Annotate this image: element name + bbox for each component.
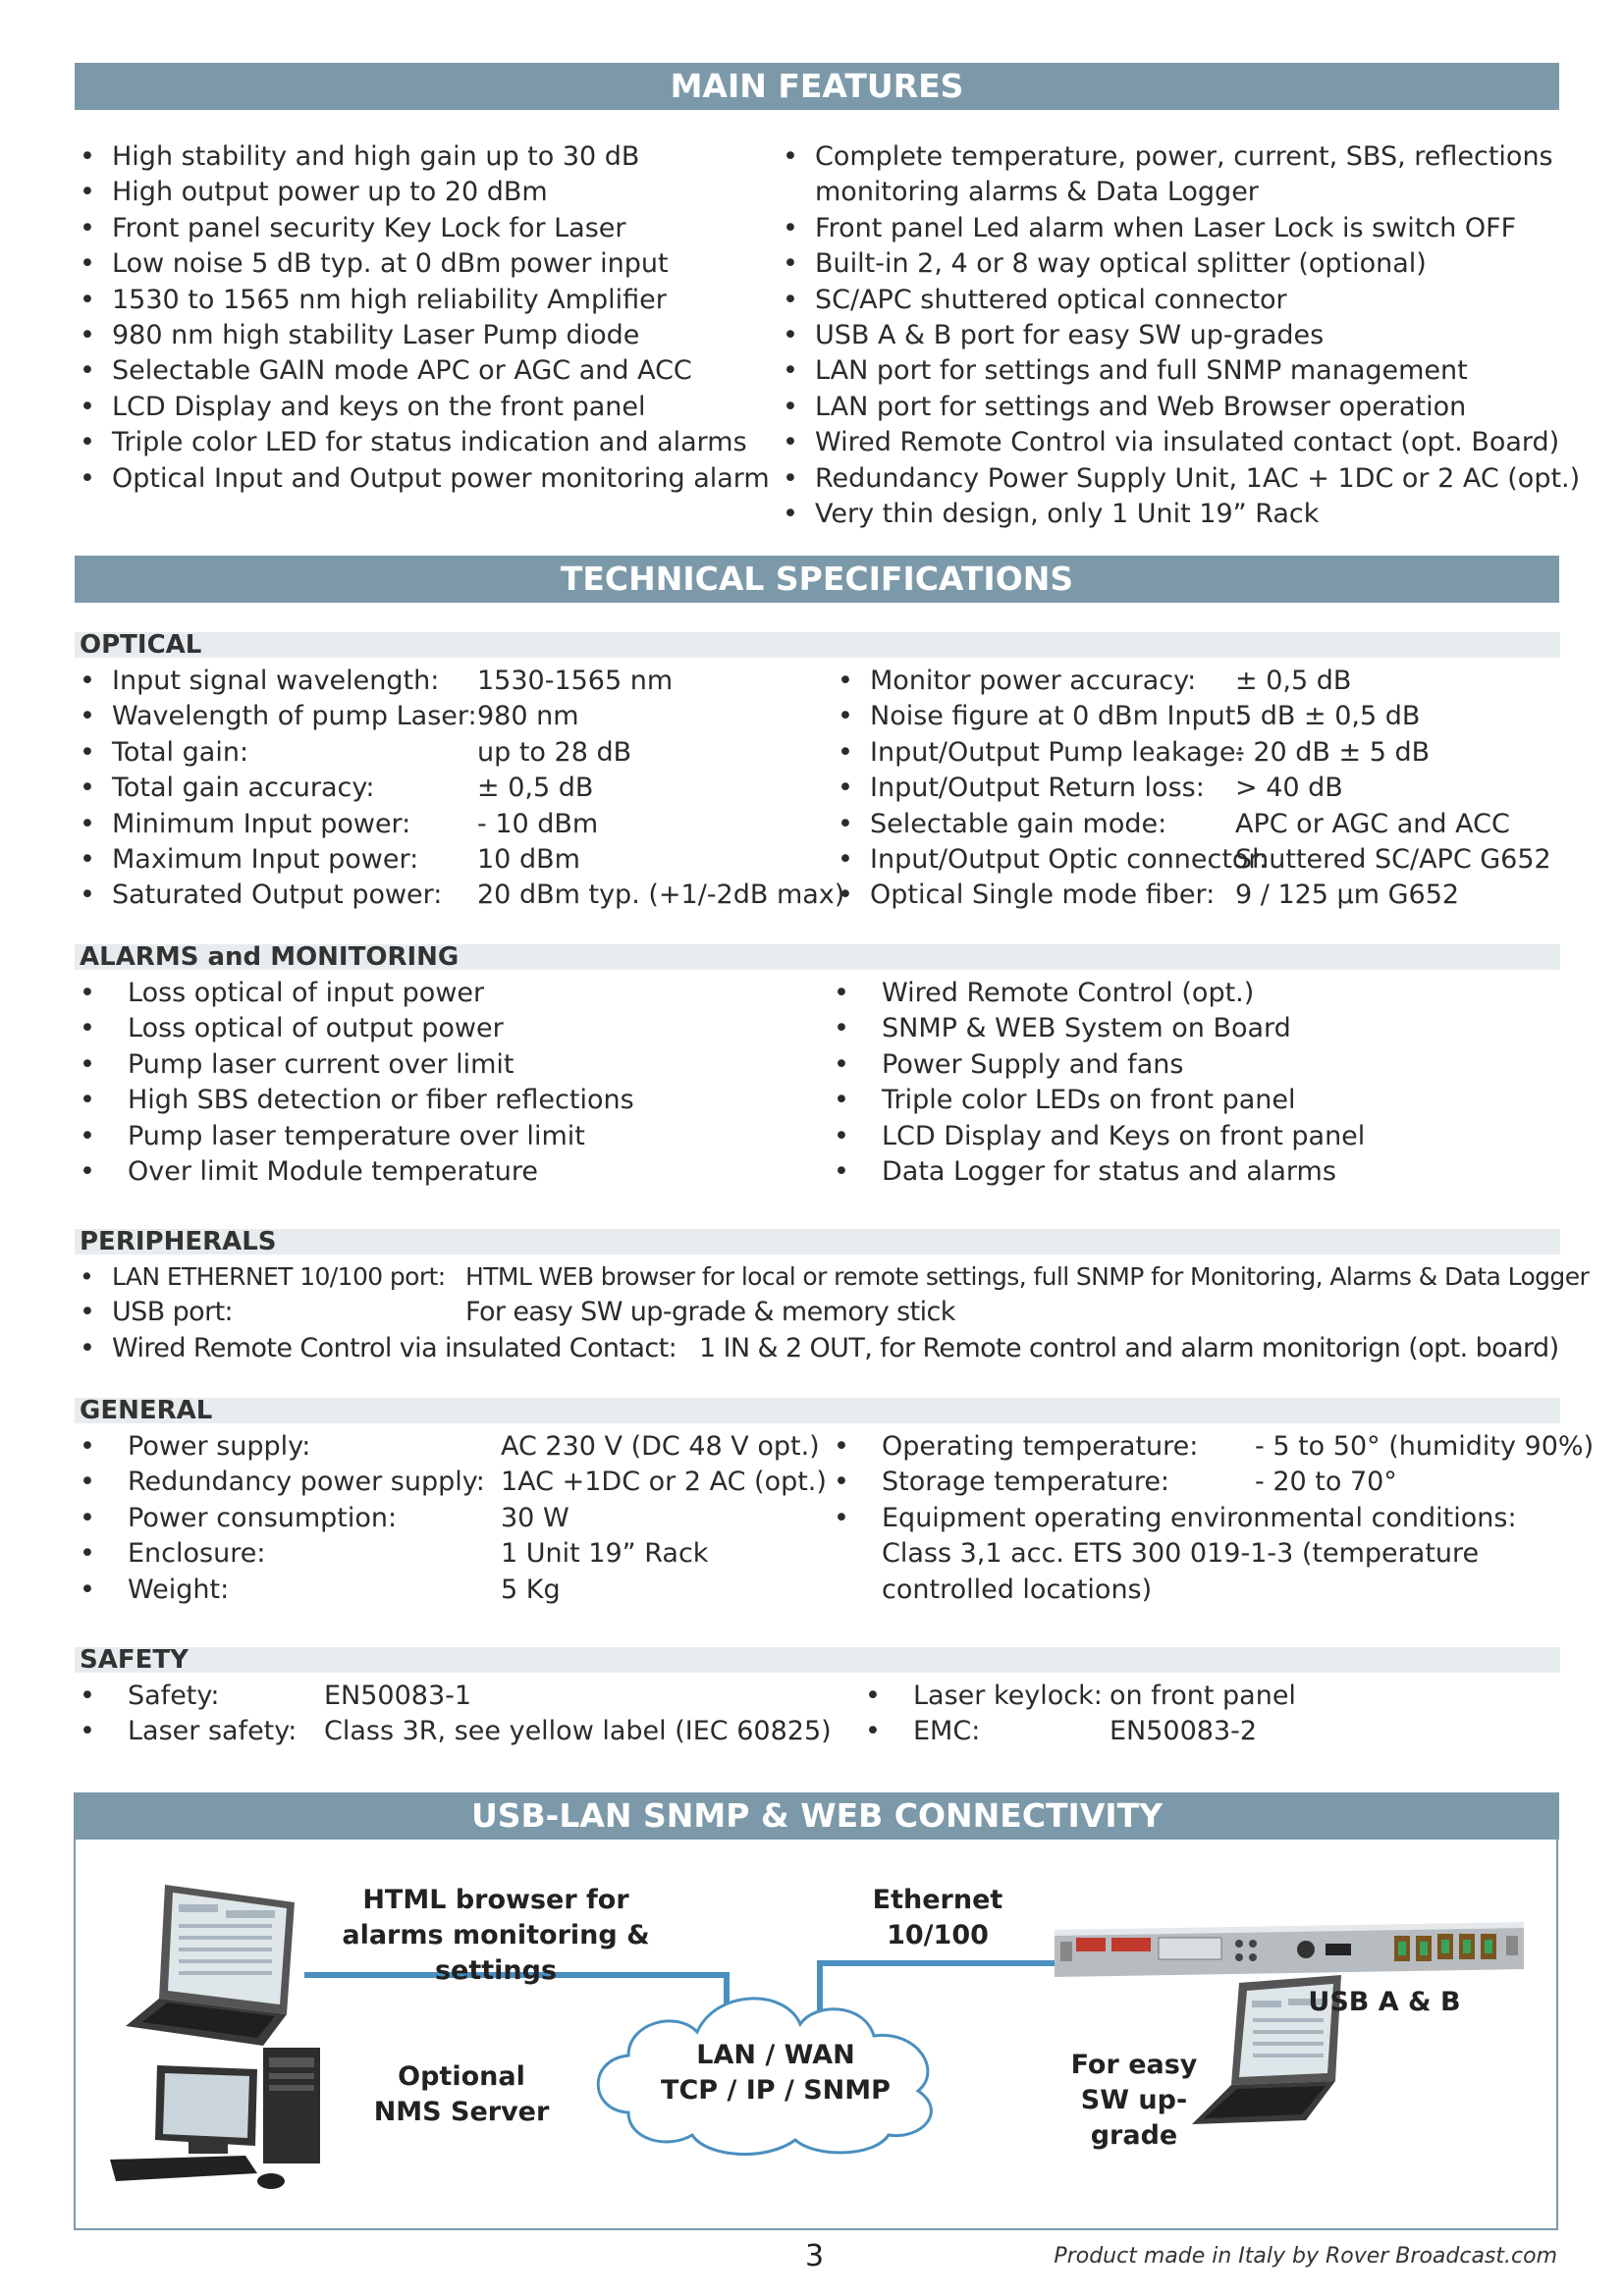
spec-label: • Total gain accuracy: <box>112 773 375 804</box>
rack-unit-icon <box>1055 1922 1524 1977</box>
list-item: • Front panel security Key Lock for Laser <box>77 211 764 246</box>
spec-label: • Total gain: <box>112 736 249 768</box>
footer-credit: Product made in Italy by Rover Broadcast.com <box>1054 2244 1557 2269</box>
spec-label: • Wavelength of pump Laser: <box>112 701 477 732</box>
connectivity-header: USB-LAN SNMP & WEB CONNECTIVITY <box>75 1792 1559 1840</box>
list-item: • Optical Input and Output power monitoring alarm <box>77 461 764 497</box>
list-item: • Pump laser current over limit <box>77 1047 823 1083</box>
spec-value: 1 IN & 2 OUT, for Remote control and alarm monitorign (opt. board) <box>699 1332 1559 1363</box>
spec-label: • Minimum Input power: <box>112 808 411 839</box>
spec-value: - 10 dBm <box>477 808 599 839</box>
spec-label: • Input signal wavelength: <box>112 666 440 696</box>
list-item: • Very thin design, only 1 Unit 19” Rack <box>780 497 1555 532</box>
spec-value: 1530-1565 nm <box>477 666 674 696</box>
page-number: 3 <box>805 2239 825 2273</box>
spec-label: • Wired Remote Control via insulated Contact: <box>112 1332 677 1363</box>
spec-value: - 20 to 70° <box>1255 1467 1397 1498</box>
desktop-computer-icon <box>110 2048 320 2189</box>
sw-upgrade-label: For easy SW up-grade <box>1070 2050 1198 2151</box>
spec-value: 5 Kg <box>501 1574 561 1605</box>
list-item: • High SBS detection or fiber reflections <box>77 1083 823 1118</box>
spec-value: - 5 to 50° (humidity 90%) <box>1255 1431 1595 1462</box>
list-item: • 1530 to 1565 nm high reliability Amplifier <box>77 283 764 318</box>
spec-label: • Weight: <box>128 1574 230 1605</box>
optical-heading: OPTICAL <box>75 632 1560 658</box>
main-features-header: MAIN FEATURES <box>75 63 1559 110</box>
list-item: • Loss optical of output power <box>77 1011 823 1046</box>
spec-value: 5 dB ± 0,5 dB <box>1235 701 1421 732</box>
list-item: • LAN port for settings and full SNMP management <box>780 353 1555 389</box>
spec-value: HTML WEB browser for local or remote settings, full SNMP for Monitoring, Alarms & Data Logger <box>465 1262 1590 1291</box>
list-item: • LCD Display and Keys on front panel <box>831 1119 1557 1154</box>
tcp-ip-label: TCP / IP / SNMP <box>661 2075 891 2106</box>
spec-value: > 40 dB <box>1235 773 1343 804</box>
list-item: • Built-in 2, 4 or 8 way optical splitter (optional) <box>780 246 1555 282</box>
general-heading: GENERAL <box>75 1398 1560 1423</box>
spec-value: up to 28 dB <box>477 736 632 768</box>
spec-value: 1AC +1DC or 2 AC (opt.) <box>501 1467 827 1498</box>
spec-value: 10 dBm <box>477 844 580 876</box>
usb-label: USB A & B <box>1308 1987 1461 2017</box>
spec-label: • LAN ETHERNET 10/100 port: <box>112 1262 446 1291</box>
list-item: • Pump laser temperature over limit <box>77 1119 823 1154</box>
spec-label: • Enclosure: <box>128 1538 266 1570</box>
list-item: • Loss optical of input power <box>77 976 823 1011</box>
spec-label: • Power consumption: <box>128 1502 398 1533</box>
list-item: • LCD Display and keys on the front panel <box>77 390 764 425</box>
list-item: • SNMP & WEB System on Board <box>831 1011 1557 1046</box>
spec-value: ± 0,5 dB <box>477 773 594 804</box>
spec-value: ± 0,5 dB <box>1235 666 1352 696</box>
lan-wan-label: LAN / WAN <box>696 2040 855 2070</box>
spec-value: 20 dBm typ. (+1/-2dB max) <box>477 880 845 911</box>
list-item: • USB A & B port for easy SW up-grades <box>780 318 1555 353</box>
safety-heading: SAFETY <box>75 1647 1560 1673</box>
html-browser-label: HTML browser for alarms monitoring & settings <box>342 1885 650 1986</box>
spec-label: • Monitor power accuracy: <box>870 666 1197 696</box>
spec-label: • USB port: <box>112 1297 234 1328</box>
spec-value: 9 / 125 µm G652 <box>1235 880 1460 911</box>
laptop-left-icon <box>126 1885 295 2046</box>
spec-value: - 20 dB ± 5 dB <box>1235 736 1431 768</box>
spec-label: • Saturated Output power: <box>112 880 443 911</box>
spec-value: on front panel <box>1110 1681 1296 1711</box>
spec-value: AC 230 V (DC 48 V opt.) <box>501 1431 820 1462</box>
spec-label: • Redundancy power supply: <box>128 1467 485 1498</box>
spec-label: • Storage temperature: <box>882 1467 1170 1498</box>
spec-value: Shuttered SC/APC G652 <box>1235 844 1551 876</box>
spec-label: • Optical Single mode fiber: <box>870 880 1216 911</box>
spec-label: • Operating temperature: <box>882 1431 1199 1462</box>
spec-value: APC or AGC and ACC <box>1235 808 1510 839</box>
spec-value: 980 nm <box>477 701 579 732</box>
spec-value: For easy SW up-grade & memory stick <box>465 1297 955 1328</box>
list-item: • Low noise 5 dB typ. at 0 dBm power input <box>77 246 764 282</box>
list-item: • Data Logger for status and alarms <box>831 1154 1557 1190</box>
spec-label: • Laser safety: <box>128 1716 298 1747</box>
list-item: • Complete temperature, power, current, SBS, reflections monitoring alarms & Data Logger <box>780 139 1555 211</box>
ethernet-label: Ethernet 10/100 <box>872 1885 1003 1950</box>
list-item: • Triple color LED for status indication and alarms <box>77 425 764 460</box>
list-item: • Over limit Module temperature <box>77 1154 823 1190</box>
spec-label: • Noise figure at 0 dBm Input: <box>870 701 1245 732</box>
list-item: • 980 nm high stability Laser Pump diode <box>77 318 764 353</box>
nms-server-label: Optional NMS Server <box>373 2061 550 2127</box>
list-item: • Front panel Led alarm when Laser Lock is switch OFF <box>780 211 1555 246</box>
alarms-heading: ALARMS and MONITORING <box>75 944 1560 970</box>
spec-label: • Input/Output Return loss: <box>870 773 1205 804</box>
spec-label: • Power supply: <box>128 1431 311 1462</box>
spec-label: • Input/Output Pump leakage: <box>870 736 1245 768</box>
list-item: • High output power up to 20 dBm <box>77 175 764 210</box>
list-item: • LAN port for settings and Web Browser operation <box>780 390 1555 425</box>
list-item: • High stability and high gain up to 30 dB <box>77 139 764 175</box>
spec-label: • EMC: <box>913 1716 981 1747</box>
tech-specs-header: TECHNICAL SPECIFICATIONS <box>75 556 1559 603</box>
list-item: • Redundancy Power Supply Unit, 1AC + 1DC or 2 AC (opt.) <box>780 461 1555 497</box>
list-item: • Triple color LEDs on front panel <box>831 1083 1557 1118</box>
environment-conditions: • Equipment operating environmental conditions: Class 3,1 acc. ETS 300 019-1-3 (temperature controlled locations) <box>831 1501 1559 1608</box>
spec-label: • Input/Output Optic connector: <box>870 844 1269 876</box>
spec-value: EN50083-2 <box>1110 1716 1258 1747</box>
list-item: • SC/APC shuttered optical connector <box>780 283 1555 318</box>
spec-value: Class 3R, see yellow label (IEC 60825) <box>324 1716 832 1747</box>
list-item: • Wired Remote Control (opt.) <box>831 976 1557 1011</box>
spec-value: 30 W <box>501 1502 569 1533</box>
spec-value: EN50083-1 <box>324 1681 472 1711</box>
spec-label: • Maximum Input power: <box>112 844 419 876</box>
spec-label: • Safety: <box>128 1681 220 1711</box>
peripherals-heading: PERIPHERALS <box>75 1229 1560 1255</box>
list-item: • Power Supply and fans <box>831 1047 1557 1083</box>
spec-label: • Laser keylock: <box>913 1681 1103 1711</box>
spec-value: 1 Unit 19” Rack <box>501 1538 709 1570</box>
list-item: • Wired Remote Control via insulated contact (opt. Board) <box>780 425 1555 460</box>
spec-label: • Selectable gain mode: <box>870 808 1167 839</box>
list-item: • Selectable GAIN mode APC or AGC and ACC <box>77 353 764 389</box>
